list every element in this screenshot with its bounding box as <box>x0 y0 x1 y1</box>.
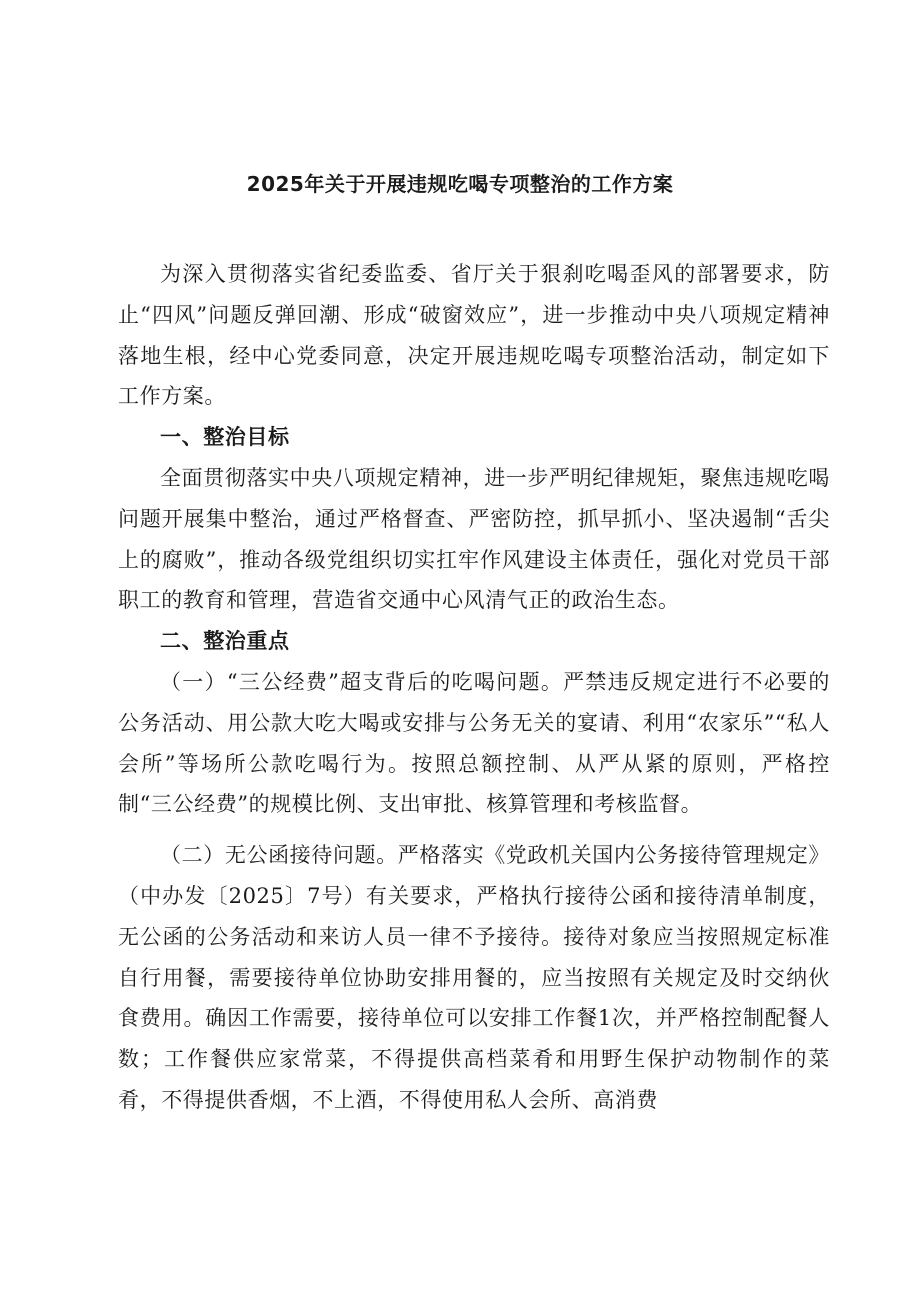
document-body <box>118 254 830 1121</box>
paragraph-gap <box>118 825 830 835</box>
section-heading-goals: 一、整治目标 <box>160 425 290 450</box>
document-title: 2025年关于开展违规吃喝专项整治的工作方案 <box>246 172 674 196</box>
section-heading-focus: 二、整治重点 <box>160 629 290 654</box>
intro-paragraph: 为深入贯彻落实省纪委监委、省厅关于狠刹吃喝歪风的部署要求，防止“四风”问题反弹回潮、形成“破窗效应”，进一步推动中央八项规定精神落地生根，经中心党委同意，决定开展违规吃喝专项整治活动，制定如下工作方案。 <box>118 262 830 409</box>
focus-paragraph-2: （二）无公函接待问题。严格落实《党政机关国内公务接待管理规定》（中办发〔2025〕7号）有关要求，严格执行接待公函和接待清单制度，无公函的公务活动和来访人员一律不予接待。接待对象应当按照规定标准自行用餐，需要接待单位协助安排用餐的，应当按照有关规定及时交纳伙食费用。确因工作需要，接待单位可以安排工作餐1次，并严格控制配餐人数；工作餐供应家常菜，不得提供高档菜肴和用野生保护动物制作的菜肴，不得提供香烟，不上酒，不得使用私人会所、高消费 <box>118 843 830 1112</box>
focus-paragraph-1: （一）“三公经费”超支背后的吃喝问题。严禁违反规定进行不必要的公务活动、用公款大吃大喝或安排与公务无关的宴请、利用“农家乐”“私人会所”等场所公款吃喝行为。按照总额控制、从严从紧的原则，严格控制“三公经费”的规模比例、支出审批、核算管理和考核监督。 <box>118 669 830 817</box>
goals-paragraph: 全面贯彻落实中央八项规定精神，进一步严明纪律规矩，聚焦违规吃喝问题开展集中整治，通过严格督查、严密防控，抓早抓小、坚决遏制“舌尖上的腐败”，推动各级党组织切实扛牢作风建设主体责任，强化对党员干部职工的教育和管理，营造省交通中心风清气正的政治生态。 <box>118 465 830 613</box>
